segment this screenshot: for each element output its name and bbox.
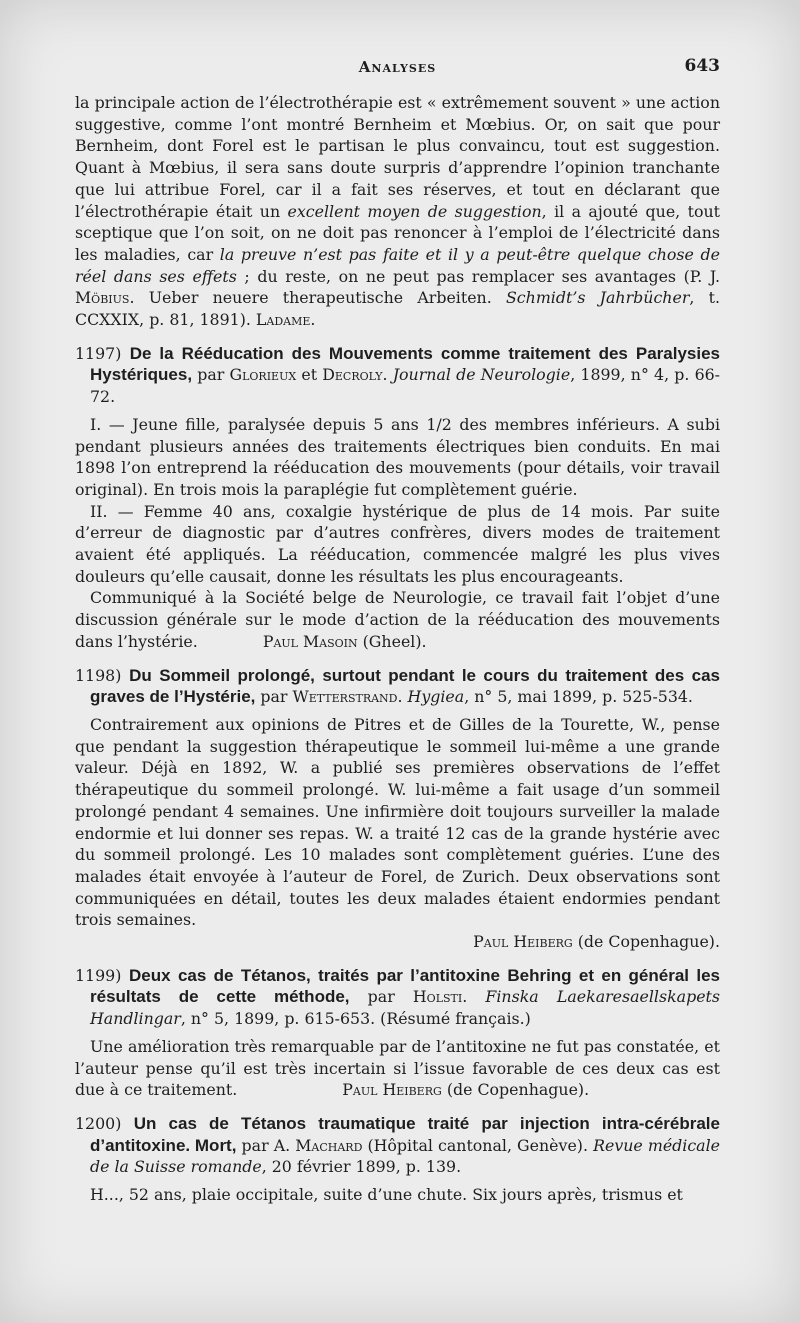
entry-conjunction: et [296,365,323,385]
entry-paragraph: II. — Femme 40 ans, coxalgie hystérique de plus de 14 mois. Par suite d’erreur de diagnostic par d’autres confrères, divers modes de traitement avaient été appliqués. La rééducation, commencée malgré les plus vives douleurs qu’elle causait, donne les résultats les plus encourageants. [75,501,720,586]
entry-paragraph: Contrairement aux opinions de Pitres et de Gilles de la Tourette, W., pense que pendant la suggestion thérapeutique le sommeil lui-même a une grande valeur. Déjà en 1892, W. a publié ses premières observations de l’effet thérapeutique du sommeil prolongé. W. lui-même a fait usage d’un sommeil prolongé pendant 4 semaines. Une infirmière doit toujours surveiller la malade endormie et lui donner ses repas. W. a traité 12 cas de la grande hystérie avec du sommeil prolongé. Les 10 malades sont complètement guéries. L’une des malades était envoyée à l’auteur de Forel, de Zurich. Deux observations sont communiquées en détail, toutes les deux malades étaient endormies pendant trois semaines. [75,714,720,930]
entry-reference: , n° 5, mai 1899, p. 525-534. [464,687,693,707]
reviewer-place: (de Copenhague). [572,932,720,952]
entry-journal: Revue médicale de la Suisse romande [90,1135,721,1177]
reviewer-signature: Paul Masoin [262,631,358,651]
continuation-italic: Schmidt’s Jahrbücher [505,288,690,308]
entry-signature-line [75,931,720,953]
continuation-text: la principale action de l’électrothérapie est « extrêmement souvent » une action suggestive, comme l’ont montré Bernheim et Mœbius. Or, on sait que pour Bernheim, dont Forel est le partisan le plus convaincu, tout est suggestion. Quant à Mœbius, il sera sans doute surpris d’apprendre l’opinion tranchante que lui attribue Forel, car il a fait ses réserves, et tout en déclarant que l’électrothérapie était un [75,93,720,221]
abstract-entry-1198 [75,665,720,953]
continuation-text: . Ueber neuere therapeutische Arbeiten. [129,288,506,308]
entry-journal: Journal de Neurologie [392,365,571,385]
page-content [75,92,720,1206]
continuation-italic: excellent moyen de suggestion [287,201,542,221]
entry-by: par [255,687,293,707]
entry-by: par A. [236,1135,296,1155]
entry-separator: . [382,365,393,385]
entry-author: Decroly [322,365,383,385]
page-number: 643 [684,56,720,76]
entry-heading [75,1113,720,1178]
entry-separator: (Hôpital cantonal, Genève). [362,1135,594,1155]
reviewer-signature: Ladame. [255,310,316,330]
running-head: Analyses [358,58,437,76]
entry-paragraph: I. — Jeune fille, paralysée depuis 5 ans 1/2 des membres inférieurs. A subi pendant plusieurs années des traitements électriques bien conduits. En mai 1898 l’on entreprend la rééducation des mouvements (pour détails, voir travail original). En trois mois la paraplégie fut complètement guérie. [75,414,720,499]
entry-paragraph [75,587,720,652]
entry-author: Glorieux [229,365,297,385]
entry-reference: , n° 5, 1899, p. 615-653. (Résumé français.) [180,1009,531,1029]
page-header [75,50,720,80]
entry-paragraph: H..., 52 ans, plaie occipitale, suite d’une chute. Six jours après, trismus et [90,1185,683,1205]
entry-title: Un cas de Tétanos traumatique traité par injection intra-cérébrale d’antitoxine. Mort, [90,1113,720,1155]
entry-paragraph-text: Une amélioration très remarquable par de l’antitoxine ne fut pas constatée, et l’auteur pense qu’il est très incertain si l’issue favorable de ces deux cas est due à ce traitement. [75,1036,720,1100]
entry-number: 1199) [75,965,122,985]
reviewer-signature: Paul Heiberg [473,932,573,952]
reviewer-place: (de Copenhague). [441,1080,590,1100]
reviewer-place: (Gheel). [357,631,427,651]
entry-title: Deux cas de Tétanos, traités par l’antitoxine Behring et en général les résultats de cette méthode, [90,965,720,1007]
entry-heading [75,665,720,708]
reviewer-signature: Paul Heiberg [342,1080,442,1100]
entry-reference: , 1899, n° 4, p. 66-72. [90,365,721,407]
entry-paragraph-text: Communiqué à la Société belge de Neurologie, ce travail fait l’objet d’une discussion générale sur le mode d’action de la rééducation des mouvements dans l’hystérie. [75,588,720,651]
abstract-entry-1200 [75,1113,720,1206]
entry-author: Holsti [412,987,463,1007]
entry-author: Machard [295,1135,363,1155]
continuation-text: , il a ajouté que, tout sceptique que l’on soit, on ne doit pas renoncer à l’emploi de l’électricité dans les maladies, car [75,201,720,264]
entry-separator: . [462,987,486,1007]
entry-by: par [349,987,413,1007]
continuation-text: , t. CCXXIX, p. 81, 1891). [75,288,721,330]
continuation-italic: la preuve n’est pas faite et il y a peut-être quelque chose de réel dans ses effets [75,244,720,286]
continuation-text: ; du reste, on ne peut pas remplacer ses avantages (P. J. [236,266,720,286]
continuation-paragraph [75,92,720,331]
abstract-entry-1199 [75,965,720,1101]
entry-number: 1200) [75,1113,122,1133]
entry-reference: , 20 février 1899, p. 139. [261,1157,462,1177]
entry-title: De la Rééducation des Mouvements comme traitement des Paralysies Hystériques, [90,343,720,385]
entry-heading [75,965,720,1030]
entry-heading [75,343,720,408]
entry-number: 1197) [75,343,122,363]
entry-title: Du Sommeil prolongé, surtout pendant le cours du traitement des cas graves de l’Hystérie, [90,665,721,707]
entry-separator: . [397,687,408,707]
entry-by: par [192,365,230,385]
cited-author: Möbius [75,288,130,308]
entry-author: Wetterstrand [292,687,398,707]
entry-paragraph [75,1036,720,1101]
entry-journal: Finska Laekaresaellskapets Handlingar [90,987,720,1029]
entry-journal: Hygiea [407,687,465,707]
entry-number: 1198) [75,665,122,685]
abstract-entry-1197 [75,343,720,653]
